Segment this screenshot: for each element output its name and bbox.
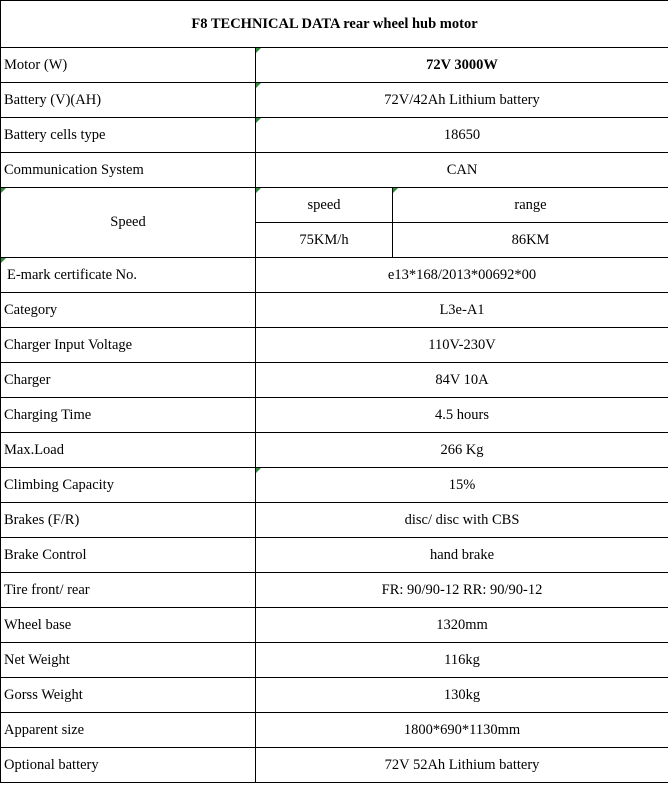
row-value: 84V 10A bbox=[256, 363, 668, 398]
table-row bbox=[1, 433, 668, 468]
table-title: F8 TECHNICAL DATA rear wheel hub motor bbox=[1, 1, 668, 48]
row-value: 72V/42Ah Lithium battery bbox=[256, 83, 668, 118]
row-value: 4.5 hours bbox=[256, 398, 668, 433]
row-label: Category bbox=[1, 293, 256, 328]
table-row bbox=[1, 678, 668, 713]
row-label: Brakes (F/R) bbox=[1, 503, 256, 538]
table-row bbox=[1, 643, 668, 678]
table-row bbox=[1, 748, 668, 783]
table-row bbox=[1, 363, 668, 398]
row-value: 110V-230V bbox=[256, 328, 668, 363]
row-label: Max.Load bbox=[1, 433, 256, 468]
row-label: Brake Control bbox=[1, 538, 256, 573]
table-row bbox=[1, 153, 668, 188]
row-label: Battery cells type bbox=[1, 118, 256, 153]
speed-header-row bbox=[1, 188, 668, 223]
row-label: Climbing Capacity bbox=[1, 468, 256, 503]
table-row bbox=[1, 293, 668, 328]
row-value: 1800*690*1130mm bbox=[256, 713, 668, 748]
row-label: Net Weight bbox=[1, 643, 256, 678]
table-row bbox=[1, 118, 668, 153]
row-label: Communication System bbox=[1, 153, 256, 188]
row-label: Apparent size bbox=[1, 713, 256, 748]
row-value: 15% bbox=[256, 468, 668, 503]
speed-value: 75KM/h bbox=[256, 223, 393, 258]
row-value: 1320mm bbox=[256, 608, 668, 643]
table-row bbox=[1, 468, 668, 503]
row-label: Battery (V)(AH) bbox=[1, 83, 256, 118]
row-value: hand brake bbox=[256, 538, 668, 573]
row-label: Optional battery bbox=[1, 748, 256, 783]
table-row bbox=[1, 503, 668, 538]
row-value: disc/ disc with CBS bbox=[256, 503, 668, 538]
row-value: 72V 3000W bbox=[256, 48, 668, 83]
table-row bbox=[1, 398, 668, 433]
row-value: FR: 90/90-12 RR: 90/90-12 bbox=[256, 573, 668, 608]
row-label: Tire front/ rear bbox=[1, 573, 256, 608]
table-row bbox=[1, 83, 668, 118]
row-label: Charger Input Voltage bbox=[1, 328, 256, 363]
row-value: 266 Kg bbox=[256, 433, 668, 468]
speed-column-header: speed bbox=[256, 188, 393, 223]
row-label: Charger bbox=[1, 363, 256, 398]
row-label: Wheel base bbox=[1, 608, 256, 643]
row-value: 72V 52Ah Lithium battery bbox=[256, 748, 668, 783]
row-value: 130kg bbox=[256, 678, 668, 713]
row-label: Motor (W) bbox=[1, 48, 256, 83]
row-value: e13*168/2013*00692*00 bbox=[256, 258, 668, 293]
table-row bbox=[1, 713, 668, 748]
title-row bbox=[1, 1, 668, 48]
table-row bbox=[1, 573, 668, 608]
table-row bbox=[1, 258, 668, 293]
table-row bbox=[1, 48, 668, 83]
speed-label: Speed bbox=[1, 188, 256, 258]
range-column-header: range bbox=[393, 188, 668, 223]
range-value: 86KM bbox=[393, 223, 668, 258]
row-value: CAN bbox=[256, 153, 668, 188]
row-label: Charging Time bbox=[1, 398, 256, 433]
row-value: L3e-A1 bbox=[256, 293, 668, 328]
row-label: E-mark certificate No. bbox=[1, 258, 256, 293]
row-value: 116kg bbox=[256, 643, 668, 678]
row-label: Gorss Weight bbox=[1, 678, 256, 713]
table-row bbox=[1, 538, 668, 573]
table-row bbox=[1, 328, 668, 363]
row-value: 18650 bbox=[256, 118, 668, 153]
table-row bbox=[1, 608, 668, 643]
